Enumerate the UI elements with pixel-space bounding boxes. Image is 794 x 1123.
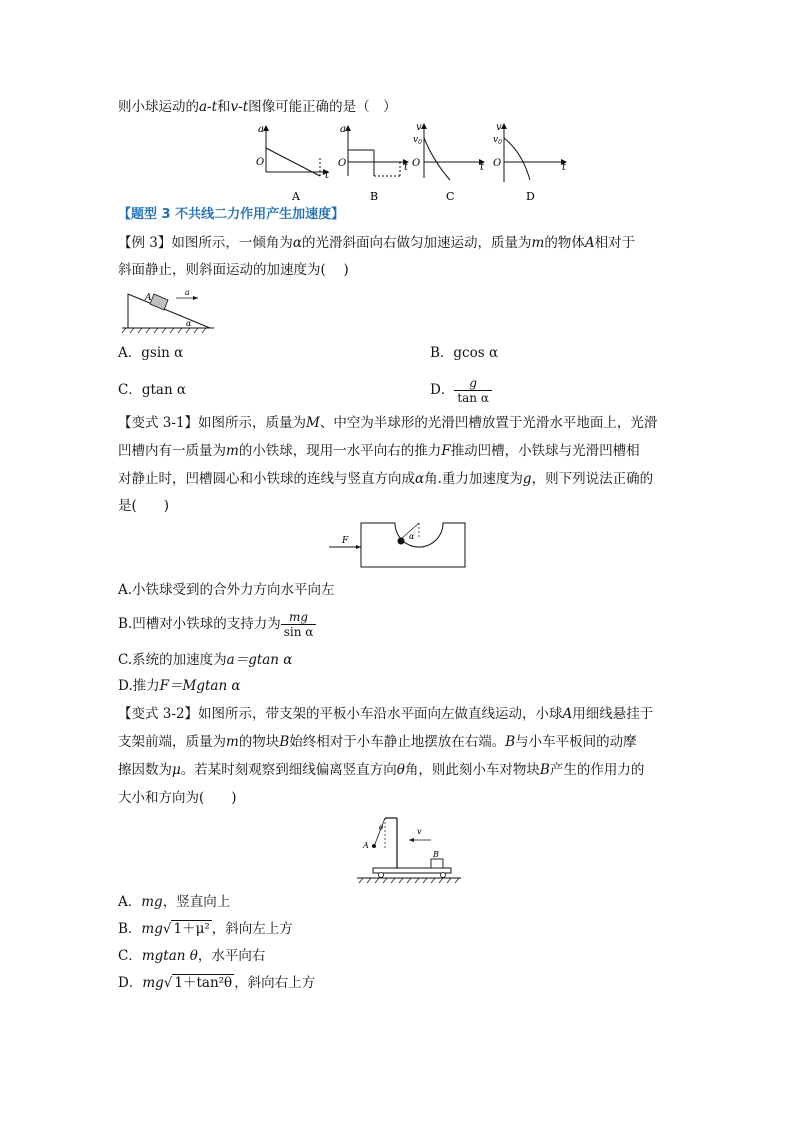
fraction-denominator: sin α bbox=[283, 625, 314, 639]
graph-b-yaxis: a bbox=[340, 124, 346, 135]
graph-d-v0: $v_0$ bbox=[493, 135, 502, 146]
var32-line1 bbox=[118, 704, 653, 724]
graph-d-label: D bbox=[526, 190, 535, 203]
var31-text-2c: 推动凹槽，小铁球与光滑凹槽相 bbox=[450, 443, 640, 459]
graph-d-origin: O bbox=[493, 158, 502, 169]
graph-b-taxis: t bbox=[404, 162, 409, 173]
var31-F: F bbox=[441, 443, 451, 459]
var32-option-a-text: ，竖直向上 bbox=[162, 894, 231, 910]
ex3-option-d-fraction bbox=[454, 376, 492, 405]
fraction-numerator: g bbox=[454, 376, 492, 391]
var32-B: B bbox=[279, 734, 290, 750]
graph-a-origin: O bbox=[256, 157, 265, 168]
intro-suffix: 图像可能正确的是（ ） bbox=[248, 99, 397, 115]
var31-option-c-math: a＝gtan α bbox=[226, 652, 293, 668]
var31-option-d bbox=[118, 676, 241, 696]
graph-c-label: C bbox=[446, 190, 455, 203]
graph-c-yaxis: v bbox=[416, 122, 422, 133]
var32-option-c-math: mgtan θ bbox=[141, 948, 198, 964]
var31-option-b-fraction bbox=[281, 610, 317, 639]
var32-option-d-text: ，斜向右上方 bbox=[234, 975, 316, 991]
var32-theta: θ bbox=[396, 762, 405, 778]
intro-vt: v-t bbox=[230, 99, 249, 115]
var32-option-d-mg: mg bbox=[142, 975, 164, 991]
var31-option-b-text: B.凹槽对小铁球的支持力为 bbox=[118, 616, 281, 632]
var31-text-2b: 的小铁球，现用一水平向右的推力 bbox=[238, 443, 442, 459]
var32-option-a bbox=[118, 892, 230, 912]
graph-d-yaxis: v bbox=[496, 122, 502, 133]
var31-line3 bbox=[118, 469, 653, 489]
var32-option-d-label: D． bbox=[118, 975, 143, 991]
graph-a-taxis: t bbox=[325, 170, 330, 181]
var31-text-3a: 对静止时，凹槽圆心和小铁球的连线与竖直方向成 bbox=[118, 471, 415, 487]
var32-option-c-label: C． bbox=[118, 948, 142, 964]
ex3-A: A bbox=[584, 235, 595, 251]
var31-g: g bbox=[522, 471, 532, 487]
var31-option-a: A.小铁球受到的合外力方向水平向左 bbox=[118, 582, 335, 598]
intro-prefix: 则小球运动的 bbox=[118, 99, 199, 115]
var32-line4: 大小和方向为( ) bbox=[118, 790, 237, 806]
var32-option-b bbox=[118, 919, 293, 939]
var31-text-1b: 、中空为半球形的光滑凹槽放置于光滑水平地面上，光滑 bbox=[319, 415, 658, 431]
question-intro bbox=[118, 97, 397, 117]
var32-text-2a: 支架前端，质量为 bbox=[118, 734, 226, 750]
graph-d bbox=[493, 122, 567, 203]
graph-b-origin: O bbox=[338, 158, 347, 169]
graph-c bbox=[412, 122, 485, 203]
intro-and: 和 bbox=[217, 99, 231, 115]
ex3-option-c: C．gtan α bbox=[118, 382, 187, 398]
graph-a bbox=[256, 124, 330, 203]
cart-label-B: B bbox=[433, 850, 439, 859]
var32-option-a-math: mg bbox=[141, 894, 163, 910]
var32-text-3c: 角，则此刻小车对物块 bbox=[404, 762, 540, 778]
incline-label-alpha: α bbox=[186, 319, 192, 328]
var32-mu: μ bbox=[172, 762, 181, 778]
graph-c-v0: $v_0$ bbox=[413, 135, 422, 146]
ex3-m: m bbox=[531, 235, 545, 251]
var31-option-d-text: D.推力 bbox=[118, 678, 160, 694]
var31-line4: 是( ) bbox=[118, 498, 170, 514]
var31-option-d-math: F＝Mgtan α bbox=[159, 678, 241, 694]
var32-line2 bbox=[118, 732, 637, 752]
ex3-line2: 斜面静止，则斜面运动的加速度为( ) bbox=[118, 262, 349, 278]
sqrt-icon: √ bbox=[162, 921, 172, 937]
var32-text-3b: 。若某时刻观察到细线偏离竖直方向 bbox=[180, 762, 397, 778]
section-title: 【题型 3 不共线二力作用产生加速度】 bbox=[118, 207, 345, 222]
var31-M: M bbox=[306, 415, 320, 431]
var32-option-b-text: ，斜向左上方 bbox=[211, 921, 293, 937]
var32-text-1b: 用细线悬挂于 bbox=[572, 706, 654, 722]
cart-label-theta: θ bbox=[379, 824, 384, 832]
ex3-text-c: 的物体 bbox=[544, 235, 585, 251]
graph-c-origin: O bbox=[412, 158, 421, 169]
var31-line2 bbox=[118, 441, 640, 461]
var31-text-2a: 凹槽内有一质量为 bbox=[118, 443, 226, 459]
incline-figure bbox=[118, 286, 218, 336]
var32-B2: B bbox=[505, 734, 516, 750]
var32-text-2d: 与小车平板间的动摩 bbox=[515, 734, 637, 750]
var32-option-b-label: B． bbox=[118, 921, 142, 937]
var31-line1 bbox=[118, 413, 657, 433]
var32-text-3a: 擦因数为 bbox=[118, 762, 172, 778]
var32-option-b-mg: mg bbox=[141, 921, 163, 937]
motion-graphs-figure bbox=[250, 118, 580, 204]
var32-text-2b: 的物块 bbox=[238, 734, 280, 750]
incline-label-A: A bbox=[145, 293, 152, 303]
var31-option-c-text: C.系统的加速度为 bbox=[118, 652, 227, 668]
ex3-text-b: 的光滑斜面向右做匀加速运动，质量为 bbox=[302, 235, 532, 251]
cart-label-v: v bbox=[417, 827, 422, 836]
var31-option-b bbox=[118, 606, 316, 642]
graph-a-label: A bbox=[292, 190, 300, 203]
ex3-option-d bbox=[430, 372, 492, 408]
ex3-option-b: B．gcos α bbox=[430, 345, 499, 361]
graph-a-yaxis: a bbox=[258, 124, 264, 135]
var32-A: A bbox=[562, 706, 573, 722]
var32-B3: B bbox=[539, 762, 550, 778]
var31-text-3b: 角.重力加速度为 bbox=[424, 471, 523, 487]
graph-b bbox=[338, 124, 409, 203]
graph-b-label: B bbox=[370, 190, 379, 203]
ex3-option-a: A．gsin α bbox=[118, 345, 184, 361]
var32-option-d bbox=[118, 973, 315, 993]
var31-m: m bbox=[226, 443, 239, 459]
var32-option-c-text: ，水平向右 bbox=[197, 948, 266, 964]
var32-m: m bbox=[226, 734, 239, 750]
var32-option-d-radicand: 1＋tan²θ bbox=[174, 975, 233, 991]
sqrt-icon: √ bbox=[163, 975, 173, 991]
ex3-line1 bbox=[118, 233, 635, 253]
groove-label-F: F bbox=[342, 536, 349, 546]
var32-option-a-label: A． bbox=[118, 894, 142, 910]
var31-alpha: α bbox=[415, 471, 425, 487]
var32-text-1a: 【变式 3-2】如图所示，带支架的平板小车沿水平面向左做直线运动，小球 bbox=[118, 706, 563, 722]
groove-label-alpha: α bbox=[409, 532, 415, 541]
ex3-text-d: 相对于 bbox=[594, 235, 636, 251]
incline-label-a: a bbox=[185, 288, 190, 297]
graph-d-taxis: t bbox=[562, 162, 567, 173]
cart-label-A: A bbox=[363, 841, 369, 850]
groove-figure bbox=[325, 519, 470, 571]
ex3-alpha: α bbox=[292, 235, 303, 251]
var31-text-3c: ，则下列说法正确的 bbox=[531, 471, 654, 487]
var32-line3 bbox=[118, 760, 644, 780]
var32-option-c bbox=[118, 946, 265, 966]
graph-c-taxis: t bbox=[480, 162, 485, 173]
cart-figure bbox=[355, 812, 465, 884]
intro-at: a-t bbox=[199, 99, 218, 115]
fraction-numerator: mg bbox=[281, 610, 317, 625]
var31-text-1a: 【变式 3-1】如图所示，质量为 bbox=[118, 415, 307, 431]
ex3-option-d-label: D． bbox=[430, 382, 455, 398]
var32-text-3d: 产生的作用力的 bbox=[549, 762, 645, 778]
var32-text-2c: 始终相对于小车静止地摆放在右端。 bbox=[289, 734, 506, 750]
var32-option-b-radicand: 1＋μ² bbox=[173, 921, 210, 937]
fraction-denominator: tan α bbox=[457, 391, 489, 405]
ex3-text-a: 【例 3】如图所示，一倾角为 bbox=[118, 235, 293, 251]
var31-option-c bbox=[118, 650, 292, 670]
